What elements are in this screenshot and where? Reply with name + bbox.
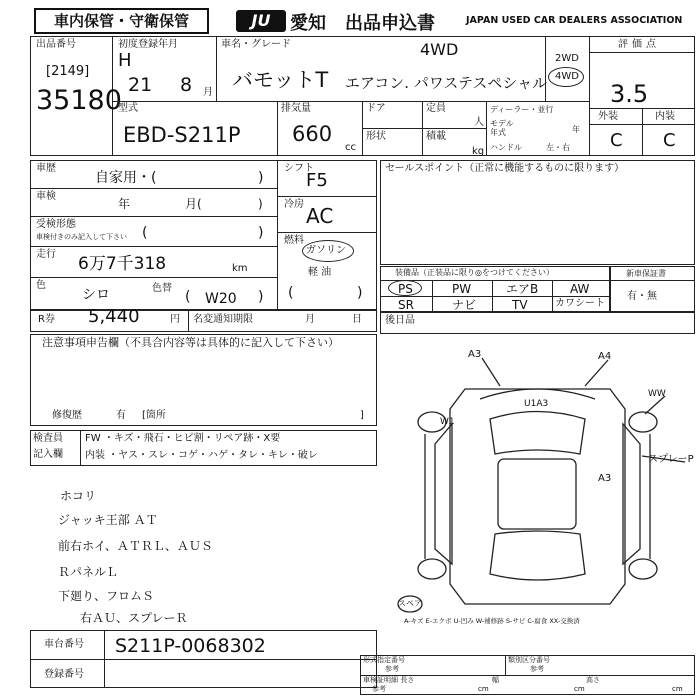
back-seat-label: 後日品 — [385, 315, 415, 326]
notes-label: 注意事項申告欄（不具合内容等は具体的に記入して下さい） — [42, 336, 339, 349]
note-line-3: 前右ホイ、ＡＴＲＬ、ＡＵＳ — [58, 539, 213, 553]
car-grade: エアコン. パワステスペシャル — [345, 74, 548, 92]
damage-legend: A-キズ E-エクボ U-凹み W-補修跡 S-サビ C-腐食 XX-交換済 — [404, 617, 580, 625]
jushin-note: 車検付きのみ記入して下さい — [36, 233, 127, 241]
deadline-day: 日 — [352, 314, 362, 325]
shaken-year: 年 — [118, 197, 131, 211]
equip-sr: SR — [398, 298, 414, 312]
jushin-label: 受検形態 — [36, 219, 76, 230]
registration-era: H — [118, 50, 132, 71]
lot-sub-number: [2149] — [46, 64, 90, 79]
insurance-options: 有・無 — [627, 291, 657, 302]
shape-label: 形状 — [366, 131, 386, 142]
car-damage-diagram — [380, 334, 695, 634]
registration-label: 初度登録年月 — [118, 39, 178, 50]
spec-cm-1: cm — [478, 685, 489, 693]
type-label: 型式 — [118, 103, 138, 114]
note-line-4: ＲパネルＬ — [58, 565, 119, 579]
fuel-open: ( — [288, 285, 294, 301]
reg-label: 登録番号 — [44, 669, 84, 680]
rear-window-outline — [490, 531, 585, 580]
shift-value: F5 — [306, 170, 328, 191]
model-year-label: 年式 — [490, 128, 506, 137]
exterior-score: C — [610, 130, 623, 151]
org-name: 愛知 — [290, 13, 326, 34]
note-line-5: 下廻り、フロムＳ — [58, 589, 155, 603]
note-line-1: ホコリ — [60, 489, 97, 503]
inspector-label-2: 記入欄 — [33, 449, 63, 460]
load-label: 積載 — [426, 131, 446, 142]
car-drive: 4WD — [420, 40, 459, 59]
shift-label: シフト — [284, 163, 314, 174]
history-label: 車歴 — [36, 163, 56, 174]
cooling-label: 冷房 — [284, 199, 304, 210]
car-label: 車名・グレード — [221, 39, 291, 50]
repair-value: 有 — [116, 410, 126, 421]
color-value: シロ — [82, 287, 110, 303]
diagram-label-u1a3: U1A3 — [524, 399, 549, 409]
fuel-diesel: 軽 油 — [308, 267, 332, 278]
form-title: 出品申込書 — [345, 13, 435, 34]
lot-number: 35180 — [36, 85, 122, 116]
color-close: ) — [258, 289, 264, 305]
equip-aw: AW — [570, 282, 590, 296]
wheel-rear-right — [629, 559, 657, 579]
fuel-gasoline: ガソリン — [306, 245, 346, 256]
fuel-label: 燃料 — [284, 235, 304, 246]
leader-a4 — [585, 360, 608, 386]
chassis-value: S211P-0068302 — [115, 635, 266, 657]
score-value: 3.5 — [610, 80, 649, 108]
jushin-close: ) — [258, 225, 264, 241]
equip-ps: PS — [398, 282, 413, 296]
storage-label-box — [34, 8, 209, 34]
repair-place: [箇所 — [142, 410, 166, 421]
opt-2wd: 2WD — [555, 53, 579, 64]
load-unit: kg — [472, 146, 485, 157]
english-name: JAPAN USED CAR DEALERS ASSOCIATION — [466, 15, 683, 26]
ju-logo — [236, 10, 286, 32]
diagram-label-a4: A4 — [598, 351, 612, 362]
equip-leather: カワシート — [555, 298, 605, 309]
spec-ref-3: 参考 — [372, 685, 386, 693]
inspector-row-1: FW ・キズ・飛石・ヒビ割・リペア跡・X要 — [85, 433, 281, 444]
bonnet-line — [480, 389, 595, 399]
disp-label: 排気量 — [281, 103, 311, 114]
equip-airbag: エアB — [506, 282, 539, 296]
mileage-label: 走行 — [36, 249, 56, 260]
diagram-label-a3-rear: A3 — [598, 473, 612, 484]
diagram-label-spray: スプレーP — [648, 454, 694, 465]
diagram-label-a3-front: A3 — [468, 349, 482, 360]
recycle-value: 5,440 — [88, 306, 140, 327]
registration-year: 21 — [128, 74, 153, 96]
year-unit: 年 — [572, 125, 580, 134]
cooling-value: AC — [306, 204, 334, 228]
logo-text: JU — [251, 11, 271, 30]
spec-ref-1: 参考 — [385, 665, 399, 673]
jushin-open: ( — [142, 225, 148, 241]
spec-ref-2: 参考 — [530, 665, 544, 673]
windshield-outline — [490, 412, 585, 455]
history-value: 自家用・( — [95, 170, 157, 186]
score-label: 評価点 — [618, 39, 660, 50]
interior-label: 内装 — [655, 111, 675, 122]
spec-width: 幅 — [492, 676, 499, 684]
recycle-label: R券 — [38, 314, 55, 325]
spec-cm-2: cm — [574, 685, 585, 693]
spec-cm-3: cm — [672, 685, 683, 693]
handle-label: ハンドル — [490, 143, 522, 152]
recycle-unit: 円 — [170, 314, 180, 325]
spec-label-3: 車検証明細 長さ — [363, 676, 415, 684]
deadline-month: 月 — [305, 314, 315, 325]
door-label: ドア — [366, 103, 386, 114]
deadline-label: 名変通知期限 — [193, 314, 253, 325]
color-open: ( — [185, 289, 191, 305]
opt-4wd: 4WD — [555, 71, 579, 82]
spec-label-1: 形式指定番号 — [363, 656, 405, 664]
car-name: バモットT — [232, 68, 329, 92]
lot-label: 出品番号 — [36, 39, 76, 50]
dealer-label: ディーラー・並行 — [490, 105, 554, 114]
note-line-6: 右ＡＵ、スプレーＲ — [80, 611, 188, 625]
sales-point-box — [380, 160, 695, 265]
inspector-label-1: 検査員 — [33, 433, 63, 444]
insurance-label: 新車保証書 — [626, 269, 666, 278]
spec-height: 高さ — [586, 676, 600, 684]
capacity-unit: 人 — [474, 117, 484, 128]
capacity-label: 定員 — [426, 103, 446, 114]
equipment-label: 装備品（正装品に限り◎をつけてください） — [395, 268, 554, 277]
sales-point-label: セールスポイント（正常に機能するものに限ります） — [385, 163, 625, 174]
shaken-label: 車検 — [36, 191, 56, 202]
fuel-close: ) — [357, 285, 363, 301]
leader-a3-front — [482, 358, 500, 386]
chassis-label: 車台番号 — [44, 639, 84, 650]
equip-tv: TV — [512, 298, 528, 312]
mileage-value: 6万7千318 — [78, 254, 167, 274]
repair-label: 修復歴 — [52, 410, 82, 421]
exterior-label: 外装 — [598, 111, 618, 122]
inspector-row-2: 内装 ・ヤス・スレ・コゲ・ハゲ・タレ・キレ・破レ — [85, 450, 318, 461]
handle-options: 左・右 — [546, 143, 570, 152]
car-body-outline — [450, 389, 625, 604]
model-label: モデル — [490, 119, 514, 128]
wheel-front-right — [629, 412, 657, 432]
mileage-unit: km — [232, 263, 248, 274]
color-change-label: 色替 — [152, 283, 172, 294]
disp-value: 660 — [292, 122, 333, 146]
diagram-label-w1: W1 — [440, 417, 455, 427]
shaken-month: 月( — [185, 197, 202, 211]
registration-month-unit: 月 — [203, 87, 213, 98]
type-value: EBD-S211P — [123, 123, 241, 147]
shaken-close: ) — [258, 197, 263, 211]
wheel-rear-left — [418, 559, 446, 579]
color-code: W20 — [205, 291, 237, 307]
back-seat-box — [380, 312, 695, 334]
equip-pw: PW — [452, 282, 472, 296]
disp-unit: cc — [345, 142, 356, 153]
equip-navi: ナビ — [452, 298, 477, 312]
repair-close: ] — [360, 410, 364, 421]
spare-label: スペア — [398, 599, 422, 608]
registration-month: 8 — [180, 74, 193, 96]
roof-outline — [498, 459, 576, 529]
note-line-2: ジャッキ王部 ＡＴ — [58, 513, 158, 527]
history-close: ) — [258, 170, 264, 186]
color-label: 色 — [36, 280, 46, 291]
storage-label: 車内保管・守衛保管 — [53, 12, 189, 30]
interior-score: C — [663, 130, 676, 151]
spec-label-2: 類別区分番号 — [508, 656, 550, 664]
diagram-label-ww: WW — [648, 389, 666, 399]
